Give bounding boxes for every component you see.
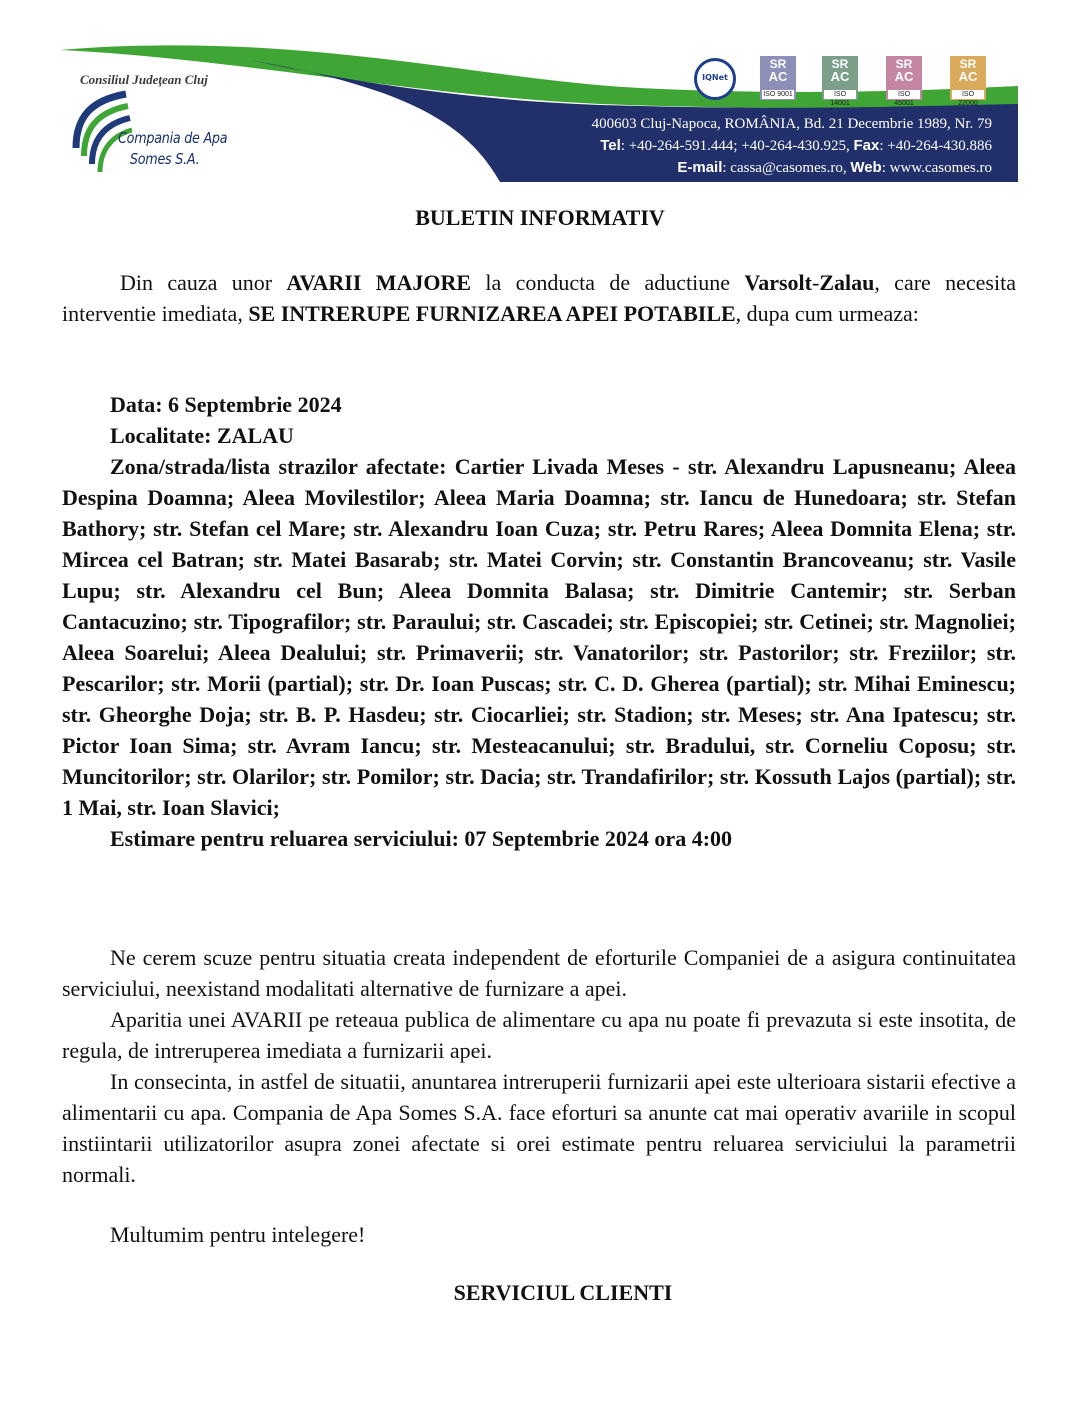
badge-iso: ISO 9001 — [763, 91, 793, 98]
intro-bold-zalau: Zalau — [819, 270, 875, 295]
fax-value: : +40-264-430.886 — [879, 138, 992, 154]
intro-bold-varsolt: Varsolt — [744, 270, 812, 295]
badge-ac: AC — [830, 69, 850, 84]
interruption-date: Data: 6 Septembrie 2024 — [110, 392, 342, 417]
web-label: Web — [850, 159, 882, 176]
sr-ac-iso22000-badge — [950, 56, 986, 107]
iqnet-label: IQNet — [702, 73, 728, 82]
apology-paragraphs — [62, 942, 1016, 1190]
sr-ac-iso9001-badge — [760, 56, 796, 100]
sr-ac-iso14001-badge — [822, 56, 858, 107]
paragraph-apology: Ne cerem scuze pentru situatia creata independent de eforturile Companiei de a asigura continuitatea serviciului, neexistand modalitati alternative de furnizare a apei. — [62, 945, 1016, 1001]
phone-fax-line — [592, 135, 992, 157]
badge-sr: SR — [831, 57, 849, 71]
badge-iso: ISO 45001 — [888, 90, 920, 99]
badge-sr: SR — [959, 57, 977, 71]
service-restore-estimate: Estimare pentru reluarea serviciului: 07 Septembrie 2024 ora 4:00 — [110, 826, 733, 851]
council-label: Consiliul Judeţean Cluj — [80, 72, 208, 87]
intro-text-1: Din cauza unor — [120, 270, 287, 295]
address-line: 400603 Cluj-Napoca, ROMÂNIA, Bd. 21 Decembrie 1989, Nr. 79 — [591, 116, 992, 132]
badge-ac: AC — [768, 69, 788, 84]
badge-ac: AC — [958, 69, 978, 84]
paragraph-consequence: In consecinta, in astfel de situatii, anuntarea intreruperii furnizarii apei este ulterioara sistarii efective a alimentarii cu apa. Compania de Apa Somes S.A. face eforturi sa anunte cat mai operativ avariile in scopul instiintarii utilizatorilor asupra zonei afectate si orei estimate pentru reluarea serviciului la parametrii normali. — [62, 1069, 1016, 1187]
paragraph-failure: Aparitia unei AVARII pe reteaua publica de alimentare cu apa nu poate fi prevazuta si este insotita, de regula, de intreruperea imediata a furnizarii apei. — [62, 1007, 1016, 1063]
badge-sr: SR — [895, 57, 913, 71]
affected-streets: Zona/strada/lista strazilor afectate: Cartier Livada Meses - str. Alexandru Lapusneanu; Aleea Despina Doamna; Aleea Movilestilor; Aleea Maria Doamna; str. Iancu de Hunedoara; str. Stefan Bathory; str. Stefan cel Mare; str. Alexandru Ioan Cuza; str. Petru Rares; Aleea Domnita Elena; str. Mircea cel Batran; str. Matei Basarab; str. Matei Corvin; str. Constantin Brancoveanu; str. Vasile Lupu; str. Alexandru cel Bun; Aleea Domnita Balasa; str. Dimitrie Cantemir; str. Serban Cantacuzino; str. Tipografilor; str. Paraului; str. Cascadei; str. Episcopiei; str. Cetinei; str. Magnoliei; Aleea Soarelui; Aleea Dealului; str. Primaverii; str. Vanatorilor; str. Pastorilor; str. Freziilor; str. Pescarilor; str. Morii (partial); str. Dr. Ioan Puscas; str. C. D. Gherea (partial); str. Mihai Eminescu; str. Gheorghe Doja; str. B. P. Hasdeu; str. Ciocarliei; str. Stadion; str. Meses; str. Ana Ipatescu; str. Pictor Ioan Sima; str. Avram Iancu; str. Mesteacanului; str. Bradului, str. Corneliu Coposu; str. Muncitorilor; str. Olarilor; str. Pomilor; str. Dacia; str. Trandafirilor; str. Kossuth Lajos (partial); str. 1 Mai, str. Ioan Slavici; — [62, 454, 1016, 820]
fax-label: Fax — [853, 137, 880, 154]
company-name-line1: Compania de Apa — [118, 129, 228, 147]
badge-iso: ISO 14001 — [824, 90, 856, 99]
document-title: BULETIN INFORMATIV — [415, 205, 665, 230]
intro-bold-avarii: AVARII MAJORE — [286, 270, 472, 295]
email-web-line — [592, 157, 992, 179]
badge-sr: SR — [769, 57, 787, 71]
web-value: : www.casomes.ro — [881, 160, 992, 176]
thanks-line: Multumim pentru intelegere! — [110, 1222, 366, 1247]
company-name-line2: Somes S.A. — [129, 150, 200, 168]
tel-label: Tel — [600, 137, 621, 154]
badge-iso: ISO 22000 — [952, 90, 984, 99]
sr-ac-iso45001-badge — [886, 56, 922, 107]
company-name — [118, 128, 227, 170]
intro-bold-interruption: SE INTRERUPE FURNIZAREA APEI POTABILE — [248, 301, 736, 326]
contact-block — [592, 114, 992, 179]
interruption-details — [62, 389, 1016, 854]
email-label: E-mail — [677, 159, 723, 176]
intro-text-3: - — [811, 270, 820, 295]
intro-text-5: , dupa cum urmeaza: — [735, 301, 919, 326]
signature-department: SERVICIUL CLIENTI — [453, 1280, 673, 1305]
letterhead — [0, 0, 1080, 200]
email-value: : cassa@casomes.ro, — [722, 160, 847, 176]
intro-paragraph — [62, 267, 1016, 329]
intro-text-2: la conducta de aductiune — [471, 270, 745, 295]
tel-value: : +40-264-591.444; +40-264-430.925, — [620, 138, 850, 154]
interruption-locality: Localitate: ZALAU — [110, 423, 294, 448]
iqnet-seal-icon — [694, 58, 736, 100]
badge-ac: AC — [894, 69, 914, 84]
intro-text-4: , care necesita interventie imediata, — [62, 270, 1016, 326]
